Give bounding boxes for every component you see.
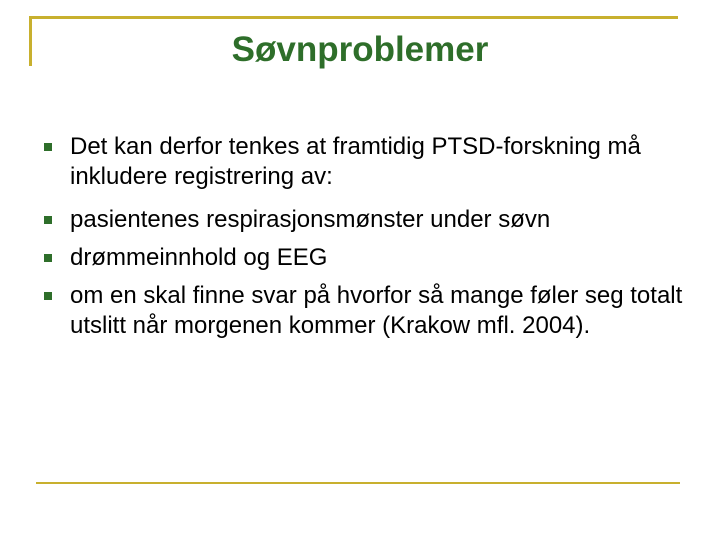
- bullet-item: [44, 281, 684, 341]
- frame-bottom-line: [36, 482, 680, 484]
- bullet-text: Det kan derfor tenkes at framtidig PTSD-forskning må inkludere registrering av:: [70, 133, 641, 190]
- bullet-text: om en skal finne svar på hvorfor så mange føler seg totalt utslitt når morgenen kommer (Krakow mfl. 2004).: [70, 282, 683, 339]
- bullet-text: drømmeinnhold og EEG: [70, 244, 328, 271]
- frame-top-line: [30, 16, 678, 19]
- square-bullet-icon: [44, 143, 52, 151]
- bullet-list: [44, 132, 684, 354]
- bullet-item: [44, 205, 684, 235]
- bullet-item: [44, 243, 684, 273]
- slide-title: Søvnproblemer: [231, 30, 489, 69]
- square-bullet-icon: [44, 216, 52, 224]
- bullet-text: pasientenes respirasjonsmønster under søvn: [70, 206, 551, 233]
- square-bullet-icon: [44, 254, 52, 262]
- square-bullet-icon: [44, 292, 52, 300]
- bullet-item: [44, 132, 684, 192]
